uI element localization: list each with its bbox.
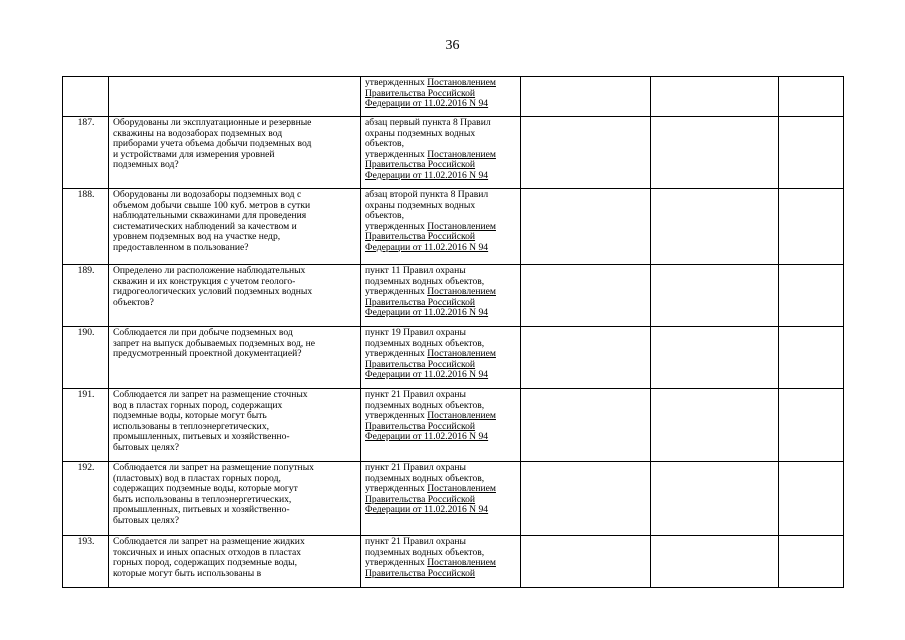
question-line: быть использованы в теплоэнергетических,	[113, 493, 292, 505]
legal-act-link[interactable]: Правительства Российской	[365, 231, 476, 243]
question-cell	[109, 462, 361, 536]
notes-cell	[779, 536, 844, 588]
legal-act-link[interactable]: Правительства Российской	[365, 567, 476, 579]
legal-act-link[interactable]: Правительства Российской	[365, 87, 476, 99]
requisite-line	[365, 505, 517, 516]
legal-act-link[interactable]: Постановлением	[427, 220, 496, 232]
legal-act-link[interactable]: Правительства Российской	[365, 493, 476, 505]
requisite-text: утвержденных	[365, 286, 428, 298]
table-row	[63, 327, 844, 389]
table-row	[63, 265, 844, 327]
question-line: приборами учета объема добычи подземных вод	[113, 138, 312, 150]
requisite-line	[365, 569, 517, 580]
question-line: использованы в теплоэнергетических,	[113, 420, 270, 432]
answer-yes-cell	[521, 189, 651, 265]
requisites-cell	[361, 327, 521, 389]
answer-yes-cell	[521, 77, 651, 117]
requisite-text: пункт 19 Правил охраны	[365, 327, 467, 338]
requisite-text: пункт 11 Правил охраны	[365, 265, 466, 276]
answer-yes-cell	[521, 265, 651, 327]
question-line: Соблюдается ли запрет на размещение сточных	[113, 389, 308, 400]
question-line: бытовых целях?	[113, 514, 180, 526]
requisite-text: утвержденных	[365, 483, 428, 495]
question-line: Соблюдается ли запрет на размещение попутных	[113, 462, 314, 473]
legal-act-link[interactable]: Федерации от 11.02.2016 N 94	[365, 504, 489, 516]
legal-act-link[interactable]: Правительства Российской	[365, 420, 476, 432]
question-line: промышленных, питьевых и хозяйственно-	[113, 431, 290, 443]
requisite-text: объектов,	[365, 210, 404, 222]
requisite-text: утвержденных	[365, 410, 428, 422]
question-line: предоставленном в пользование?	[113, 241, 249, 253]
requisite-text: абзац второй пункта 8 Правил	[365, 189, 489, 200]
question-line: горных пород, содержащих подземные воды,	[113, 557, 298, 569]
requisites-cell	[361, 536, 521, 588]
question-line: скважины на водозаборах подземных вод	[113, 127, 283, 139]
requisite-text: подземных водных объектов,	[365, 546, 485, 558]
requisites-cell	[361, 265, 521, 327]
notes-cell	[779, 117, 844, 189]
table-row	[63, 462, 844, 536]
answer-yes-cell	[521, 327, 651, 389]
table-row	[63, 117, 844, 189]
notes-cell	[779, 77, 844, 117]
table-row	[63, 536, 844, 588]
answer-no-cell	[651, 117, 779, 189]
legal-act-link[interactable]: Правительства Российской	[365, 159, 476, 171]
requisite-line	[365, 171, 517, 182]
question-cell	[109, 117, 361, 189]
question-cell	[109, 389, 361, 462]
table-row	[63, 389, 844, 462]
requisite-line	[365, 432, 517, 443]
requisite-text: охраны подземных водных	[365, 127, 476, 139]
question-line: Соблюдается ли запрет на размещение жидких	[113, 536, 305, 547]
row-number: 190.	[63, 327, 109, 389]
table-row	[63, 77, 844, 117]
answer-no-cell	[651, 77, 779, 117]
row-number: 187.	[63, 117, 109, 189]
legal-act-link[interactable]: Постановлением	[427, 286, 496, 298]
legal-act-link[interactable]: Постановлением	[427, 410, 496, 422]
requisite-line	[365, 370, 517, 381]
question-line: которые могут быть использованы в	[113, 567, 262, 579]
question-cell	[109, 77, 361, 117]
question-line: токсичных и иных опасных отходов в пластах	[113, 546, 302, 558]
question-cell	[109, 327, 361, 389]
answer-no-cell	[651, 265, 779, 327]
notes-cell	[779, 327, 844, 389]
requisite-text: утвержденных	[365, 557, 428, 569]
question-line: скважин и их конструкция с учетом геолого-	[113, 275, 296, 287]
answer-no-cell	[651, 189, 779, 265]
legal-act-link[interactable]: Федерации от 11.02.2016 N 94	[365, 98, 489, 110]
question-line: объектов?	[113, 296, 154, 308]
question-line: подземных вод?	[113, 159, 179, 171]
requisite-line	[365, 308, 517, 319]
requisite-text: утвержденных	[365, 220, 428, 232]
requisites-cell	[361, 389, 521, 462]
legal-act-link[interactable]: Правительства Российской	[365, 296, 476, 308]
question-line: Оборудованы ли эксплуатационные и резервные	[113, 117, 312, 128]
requisite-text: охраны подземных водных	[365, 199, 476, 211]
question-line: систематических наблюдений за качеством и	[113, 220, 297, 232]
row-number: 193.	[63, 536, 109, 588]
requisite-text: утвержденных	[365, 148, 428, 160]
question-line: содержащих подземные воды, которые могут	[113, 483, 298, 495]
checklist-table	[62, 76, 844, 588]
row-number: 192.	[63, 462, 109, 536]
question-line: уровнем подземных вод на участке недр,	[113, 231, 281, 243]
question-line: подземные воды, которые могут быть	[113, 410, 267, 422]
legal-act-link[interactable]: Постановлением	[427, 348, 496, 360]
row-number: 189.	[63, 265, 109, 327]
legal-act-link[interactable]: Постановлением	[427, 483, 496, 495]
legal-act-link[interactable]: Постановлением	[427, 77, 496, 88]
question-line: гидрогеологических условий подземных водных	[113, 286, 313, 298]
answer-yes-cell	[521, 389, 651, 462]
requisite-text: пункт 21 Правил охраны	[365, 389, 467, 400]
answer-yes-cell	[521, 536, 651, 588]
row-number: 188.	[63, 189, 109, 265]
requisite-text: подземных водных объектов,	[365, 399, 485, 411]
question-line: запрет на выпуск добываемых подземных вод, не	[113, 337, 315, 349]
requisite-text: пункт 21 Правил охраны	[365, 462, 467, 473]
requisite-text: пункт 21 Правил охраны	[365, 536, 467, 547]
notes-cell	[779, 462, 844, 536]
question-line: и устройствами для измерения уровней	[113, 148, 275, 160]
question-line: предусмотренный проектной документацией?	[113, 348, 302, 360]
question-line: наблюдательными скважинами для проведения	[113, 210, 307, 222]
answer-no-cell	[651, 462, 779, 536]
question-line: бытовых целях?	[113, 441, 180, 453]
page-number: 36	[445, 38, 460, 53]
legal-act-link[interactable]: Постановлением	[427, 148, 496, 160]
legal-act-link[interactable]: Постановлением	[427, 557, 496, 569]
question-line: Соблюдается ли при добыче подземных вод	[113, 327, 293, 338]
notes-cell	[779, 265, 844, 327]
answer-yes-cell	[521, 117, 651, 189]
requisites-cell	[361, 189, 521, 265]
legal-act-link[interactable]: Правительства Российской	[365, 358, 476, 370]
answer-yes-cell	[521, 462, 651, 536]
requisite-text: утвержденных	[365, 348, 428, 360]
notes-cell	[779, 189, 844, 265]
requisites-cell	[361, 462, 521, 536]
answer-no-cell	[651, 536, 779, 588]
requisites-cell	[361, 77, 521, 117]
requisite-text: утвержденных	[365, 77, 428, 88]
requisite-text: абзац первый пункта 8 Правил	[365, 117, 491, 128]
question-line: Определено ли расположение наблюдательных	[113, 265, 306, 276]
answer-no-cell	[651, 389, 779, 462]
question-line: (пластовых) вод в пластах горных пород,	[113, 472, 281, 484]
requisites-cell	[361, 117, 521, 189]
checklist-table-body	[63, 77, 844, 588]
legal-act-link[interactable]: Федерации от 11.02.2016 N 94	[365, 169, 489, 181]
question-line: промышленных, питьевых и хозяйственно-	[113, 504, 290, 516]
question-line: объемом добычи свыше 100 куб. метров в сутки	[113, 199, 311, 211]
row-number	[63, 77, 109, 117]
requisite-line	[365, 99, 517, 110]
row-number: 191.	[63, 389, 109, 462]
question-cell	[109, 536, 361, 588]
legal-act-link[interactable]: Федерации от 11.02.2016 N 94	[365, 307, 489, 319]
requisite-text: объектов,	[365, 138, 404, 150]
answer-no-cell	[651, 327, 779, 389]
legal-act-link[interactable]: Федерации от 11.02.2016 N 94	[365, 431, 489, 443]
requisite-text: подземных водных объектов,	[365, 275, 485, 287]
question-line: вод в пластах горных пород, содержащих	[113, 399, 283, 411]
table-row	[63, 189, 844, 265]
question-line: Оборудованы ли водозаборы подземных вод с	[113, 189, 302, 200]
legal-act-link[interactable]: Федерации от 11.02.2016 N 94	[365, 369, 489, 381]
legal-act-link[interactable]: Федерации от 11.02.2016 N 94	[365, 241, 489, 253]
requisite-text: подземных водных объектов,	[365, 472, 485, 484]
question-cell	[109, 189, 361, 265]
requisite-text: подземных водных объектов,	[365, 337, 485, 349]
notes-cell	[779, 389, 844, 462]
requisite-line	[365, 243, 517, 254]
question-cell	[109, 265, 361, 327]
